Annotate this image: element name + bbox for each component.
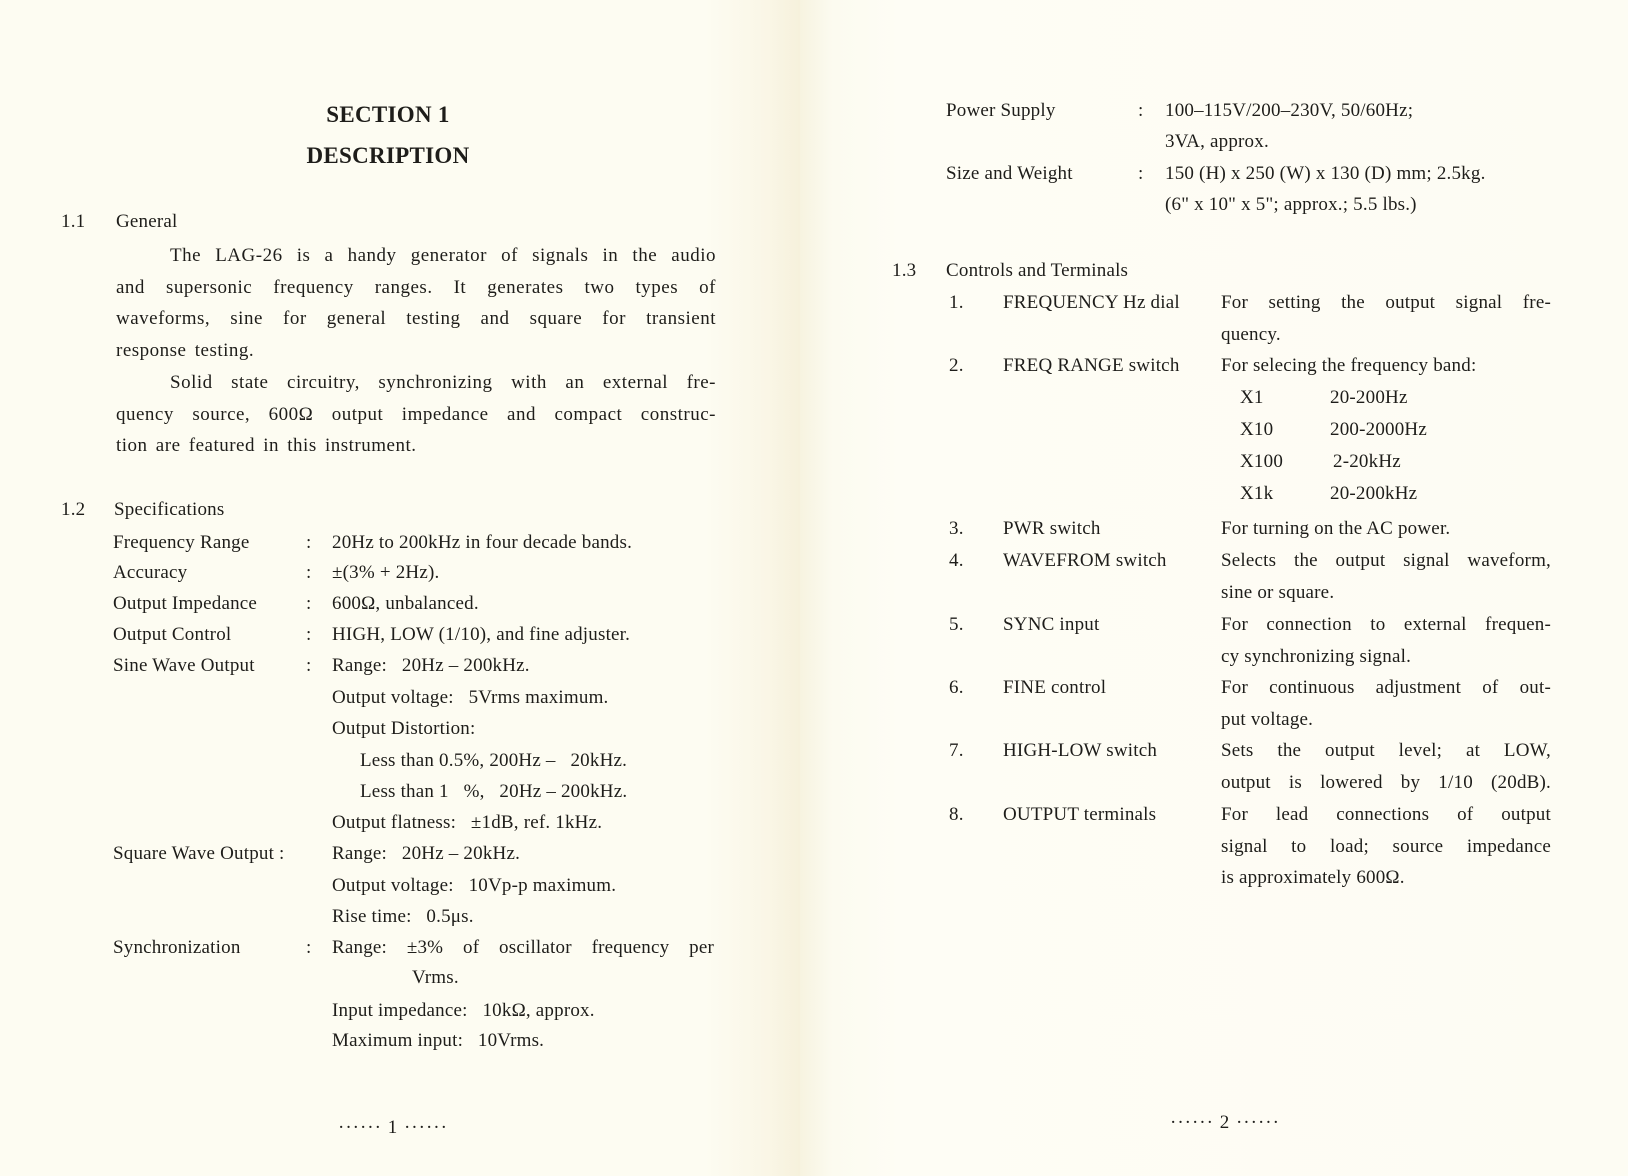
control-number: 5. [949,614,964,635]
spec-value-line: (6" x 10" x 5"; approx.; 5.5 lbs.) [1165,194,1417,215]
spec-value: Output voltage: 5Vrms maximum. [332,687,609,708]
spec-value: Rise time: 0.5μs. [332,906,474,927]
control-name: OUTPUT terminals [1003,804,1157,825]
control-name: FREQ RANGE switch [1003,355,1180,376]
control-number: 8. [949,804,964,825]
spec-label: Frequency Range [113,532,250,553]
spec-colon: : [306,624,312,645]
freq-band-multiplier: X1k [1240,483,1274,504]
control-number: 2. [949,355,964,376]
section-title: SECTION 1 [326,102,450,127]
spec-label: Accuracy [113,562,188,583]
page-number-2: ······ 2 ······ [1170,1112,1280,1133]
controls-number: 1.3 [892,260,917,281]
spec-value-line: 3VA, approx. [1165,131,1269,152]
freq-band-range: 20-200Hz [1330,387,1408,408]
general-paragraph-2 [116,367,716,462]
spec-value: Range: 20Hz – 200kHz. [332,655,530,676]
control-description-line: Selects the output signal waveform, [1221,550,1551,571]
spec-value: 20Hz to 200kHz in four decade bands. [332,532,633,553]
paragraph-line: The LAG-26 is a handy generator of signals in the audio [170,245,716,266]
control-description-line: output is lowered by 1/10 (20dB). [1221,771,1551,793]
general-title: General [116,211,178,232]
spec-value: Output flatness: ±1dB, ref. 1kHz. [332,812,603,833]
control-name: FINE control [1003,677,1107,698]
control-name: SYNC input [1003,614,1100,635]
control-number: 6. [949,677,964,698]
spec-value-line: 100–115V/200–230V, 50/60Hz; [1165,100,1414,121]
paragraph-line: Solid state circuitry, synchronizing with an external fre- [170,372,716,393]
spec-value: Range: ±3% of oscillator frequency per [332,937,714,958]
spec-value: HIGH, LOW (1/10), and fine adjuster. [332,624,631,645]
spec-label-size-weight: Size and Weight [946,163,1073,184]
spec-colon: : [1138,100,1144,121]
control-description-line: For setting the output signal fre- [1221,292,1551,313]
control-name: PWR switch [1003,518,1101,539]
spec-value: ±(3% + 2Hz). [332,562,440,583]
control-description-line: Sets the output level; at LOW, [1221,740,1551,761]
spec-value-line: 150 (H) x 250 (W) x 130 (D) mm; 2.5kg. [1165,163,1486,184]
control-description-line: signal to load; source impedance [1221,835,1551,857]
freq-band-multiplier: X1 [1240,387,1264,408]
freq-band-range: 2-20kHz [1333,451,1401,472]
paragraph-line: response testing. [116,339,255,361]
paragraph-line: and supersonic frequency ranges. It generates two types of [116,276,716,298]
spec-value: Input impedance: 10kΩ, approx. [332,1000,595,1021]
freq-band-range: 20-200kHz [1330,483,1418,504]
control-name: HIGH-LOW switch [1003,740,1158,761]
control-description-line: For selecing the frequency band: [1221,355,1477,376]
control-description-line: For turning on the AC power. [1221,518,1451,539]
spec-value: Output Distortion: [332,718,476,739]
control-number: 4. [949,550,964,571]
control-description-line: For continuous adjustment of out- [1221,677,1551,698]
spec-value: Maximum input: 10Vrms. [332,1030,545,1051]
control-name: FREQUENCY Hz dial [1003,292,1180,313]
freq-band-multiplier: X10 [1240,419,1274,440]
control-number: 3. [949,518,964,539]
control-name: WAVEFROM switch [1003,550,1167,571]
spec-label: Output Control [113,624,232,645]
control-description-line: For connection to external frequen- [1221,614,1551,635]
control-description-line: put voltage. [1221,708,1314,730]
control-description-line: For lead connections of output [1221,804,1551,825]
control-number: 7. [949,740,964,761]
spec-colon: : [306,937,312,958]
control-description-line: sine or square. [1221,581,1335,603]
right-page [800,0,1628,1176]
paragraph-line: waveforms, sine for general testing and square for transient [116,308,716,329]
specifications-title: Specifications [114,499,225,520]
spec-label-power-supply: Power Supply [946,100,1056,121]
control-description-line: quency. [1221,323,1281,345]
paragraph-line: tion are featured in this instrument. [116,435,417,456]
spec-value: Output voltage: 10Vp-p maximum. [332,875,617,896]
spec-value: Range: 20Hz – 20kHz. [332,843,521,864]
controls-title: Controls and Terminals [946,260,1129,281]
general-number: 1.1 [61,211,86,232]
spec-label: Sine Wave Output [113,655,255,676]
control-description-line: cy synchronizing signal. [1221,645,1412,667]
page-number-1: ······ 1 ······ [338,1117,448,1138]
spec-label: Synchronization [113,937,241,958]
spec-colon: : [306,532,312,553]
spec-value: 600Ω, unbalanced. [332,593,479,614]
spec-colon: : [1138,163,1144,184]
freq-band-multiplier: X100 [1240,451,1284,472]
spec-label: Square Wave Output : [113,843,285,864]
freq-band-range: 200-2000Hz [1330,419,1427,440]
spec-label: Output Impedance [113,593,258,614]
section-subtitle: DESCRIPTION [306,143,470,168]
spec-value: Less than 1 %, 20Hz – 200kHz. [360,781,628,802]
left-page [0,0,800,1176]
control-description-line: is approximately 600Ω. [1221,867,1405,888]
spec-value: Less than 0.5%, 200Hz – 20kHz. [360,750,628,771]
spec-colon: : [306,562,312,583]
spec-colon: : [306,593,312,614]
specifications-number: 1.2 [61,499,86,520]
control-number: 1. [949,292,964,313]
paragraph-line: quency source, 600Ω output impedance and compact construc- [116,403,716,425]
spec-colon: : [306,655,312,676]
general-paragraph-1 [116,240,716,366]
spec-value: Vrms. [412,967,459,988]
